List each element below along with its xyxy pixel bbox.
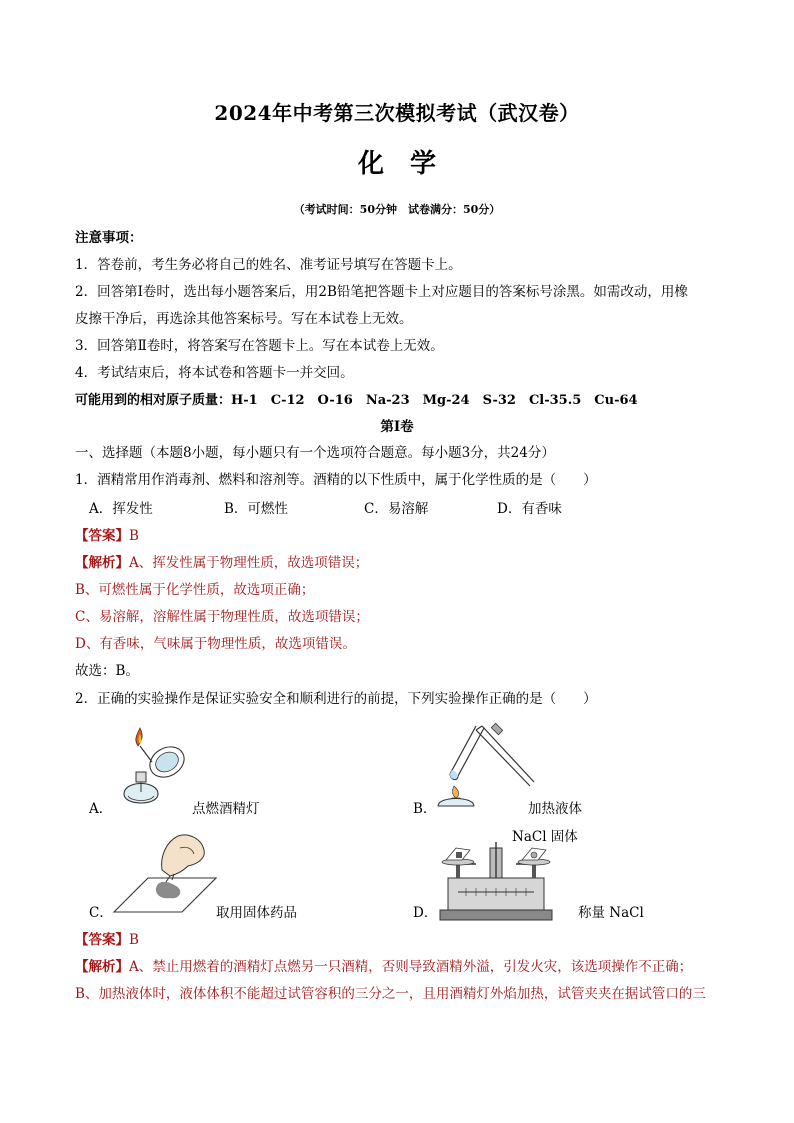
figure-d-balance-image [436,838,556,924]
q2-option-b-letter: B． [413,801,437,817]
answer-value: B [129,528,139,544]
q1-option-b: B．可燃性 [224,501,288,517]
q1-analysis-4: D、有香味，气味属于物理性质，故选项错误。 [75,636,356,652]
analysis-tag: 【解析】 [75,959,129,975]
q1-analysis-3: C、易溶解，溶解性属于物理性质，故选项错误； [75,609,369,625]
notice-item-3: 3．回答第Ⅱ卷时，将答案写在答题卡上。写在本试卷上无效。 [75,338,444,354]
notice-item-4: 4．考试结束后，将本试卷和答题卡一并交回。 [75,365,354,381]
figure-d-nacl-label: NaCl 固体 [512,829,578,845]
figure-a-alcohol-lamp-image [112,722,192,814]
section-title: 第Ⅰ卷 [380,419,414,435]
section-instruction: 一、选择题（本题8小题，每小题只有一个选项符合题意。每小题3分，共24分） [75,445,555,461]
q2-answer [75,931,139,949]
q2-stem: 2．正确的实验操作是保证实验安全和顺利进行的前提，下列实验操作正确的是（ ） [75,691,597,707]
q2-option-c-caption: 取用固体药品 [216,905,297,921]
q2-analysis-2: B、加热液体时，液体体积不能超过试管容积的三分之一，且用酒精灯外焰加热，试管夹夹在据试管口的三 [75,986,706,1002]
q2-option-b-caption: 加热液体 [528,801,582,817]
exam-info: （考试时间：50分钟 试卷满分：50分） [293,203,501,216]
notice-heading: 注意事项： [75,230,143,246]
exam-title: 2024年中考第三次模拟考试（武汉卷） [214,101,580,125]
q1-stem: 1．酒精常用作消毒剂、燃料和溶剂等。酒精的以下性质中，属于化学性质的是（ ） [75,472,597,488]
figure-b-heating-liquid-image [430,716,550,812]
q1-option-a: A．挥发性 [89,501,153,517]
q2-option-a-letter: A． [89,801,113,817]
q2-option-a-caption: 点燃酒精灯 [192,801,260,817]
answer-value: B [129,932,139,948]
q1-conclusion: 故选：B。 [75,663,139,679]
q2-option-c-letter: C． [89,905,113,921]
q1-analysis-1 [75,554,368,572]
notice-item-1: 1．答卷前，考生务必将自己的姓名、准考证号填写在答题卡上。 [75,257,462,273]
q1-option-d: D．有香味 [497,501,562,517]
analysis-text: A、禁止用燃着的酒精灯点燃另一只酒精，否则导致酒精外溢，引发火灾，该选项操作不正确； [129,959,693,975]
notice-item-2-cont: 皮擦干净后，再选涂其他答案标号。写在本试卷上无效。 [75,311,413,327]
q1-analysis-2: B、可燃性属于化学性质，故选项正确； [75,582,315,598]
analysis-text: A、挥发性属于物理性质，故选项错误； [129,555,369,571]
subject-title: 化 学 [357,149,436,179]
atomic-masses: 可能用到的相对原子质量：H-1 C-12 O-16 Na-23 Mg-24 S-32 Cl-35.5 Cu-64 [75,393,638,408]
q1-answer [75,527,139,545]
analysis-tag: 【解析】 [75,555,129,571]
q2-option-d-letter: D． [413,905,438,921]
q2-option-d-caption: 称量 NaCl [578,905,644,921]
notice-item-2: 2．回答第Ⅰ卷时，选出每小题答案后，用2B铅笔把答题卡上对应题目的答案标号涂黑。如需改动，用橡 [75,284,688,300]
answer-tag: 【答案】 [75,528,129,544]
q2-analysis-1 [75,958,692,976]
answer-tag: 【答案】 [75,932,129,948]
q1-option-c: C．易溶解 [364,501,429,517]
figure-c-solid-reagent-image [108,826,220,918]
